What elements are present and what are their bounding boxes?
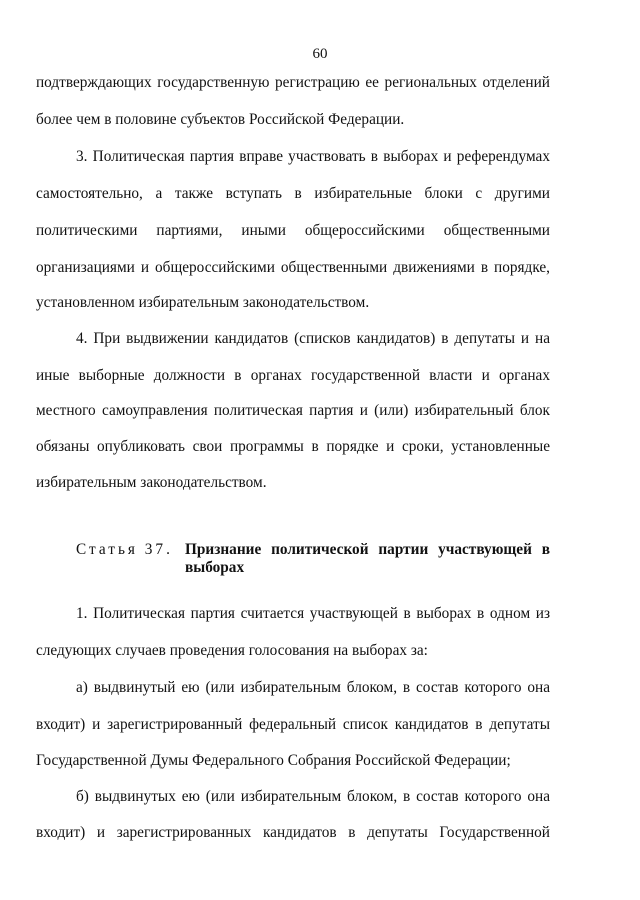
article-title-line-1: Признание политической партии участвующей в [185,541,550,558]
text-line: организациями и общероссийскими общественными движениями в порядке, [36,259,550,276]
text-line: входит) и зарегистрированный федеральный список кандидатов в депутаты [36,716,550,733]
text-line: подтверждающих государственную регистрацию ее региональных отделений [36,74,550,91]
text-line: избирательным законодательством. [36,474,267,491]
article-title-line-2: выборах [185,559,245,576]
text-line: иные выборные должности в органах государственной власти и органах [36,367,550,384]
paragraph-4-first-line: 4. При выдвижении кандидатов (списков кандидатов) в депутаты и на [76,330,550,347]
text-line: обязаны опубликовать свои программы в порядке и сроки, установленные [36,438,550,455]
text-line: следующих случаев проведения голосования на выборах за: [36,642,428,659]
item-b-first-line: б) выдвинутых ею (или избирательным блоком, в состав которого она [76,788,550,805]
text-line: входит) и зарегистрированных кандидатов в депутаты Государственной [36,824,550,841]
paragraph-3-first-line: 3. Политическая партия вправе участвовать в выборах и референдумах [76,148,550,165]
article-title [185,541,550,577]
text-line: более чем в половине субъектов Российской Федерации. [36,111,405,128]
text-line: самостоятельно, а также вступать в избирательные блоки с другими [36,185,550,202]
text-line: политическими партиями, иными общероссийскими общественными [36,222,550,239]
text-line: местного самоуправления политическая партия и (или) избирательный блок [36,402,550,419]
page-number: 60 [312,46,328,62]
text-line: Государственной Думы Федерального Собрания Российской Федерации; [36,752,511,769]
text-line: установленном избирательным законодательством. [36,294,370,311]
article-label: Статья 37. [76,541,173,558]
article-paragraph-1-first-line: 1. Политическая партия считается участвующей в выборах в одном из [76,605,550,622]
item-a-first-line: а) выдвинутый ею (или избирательным блоком, в состав которого она [76,679,550,696]
